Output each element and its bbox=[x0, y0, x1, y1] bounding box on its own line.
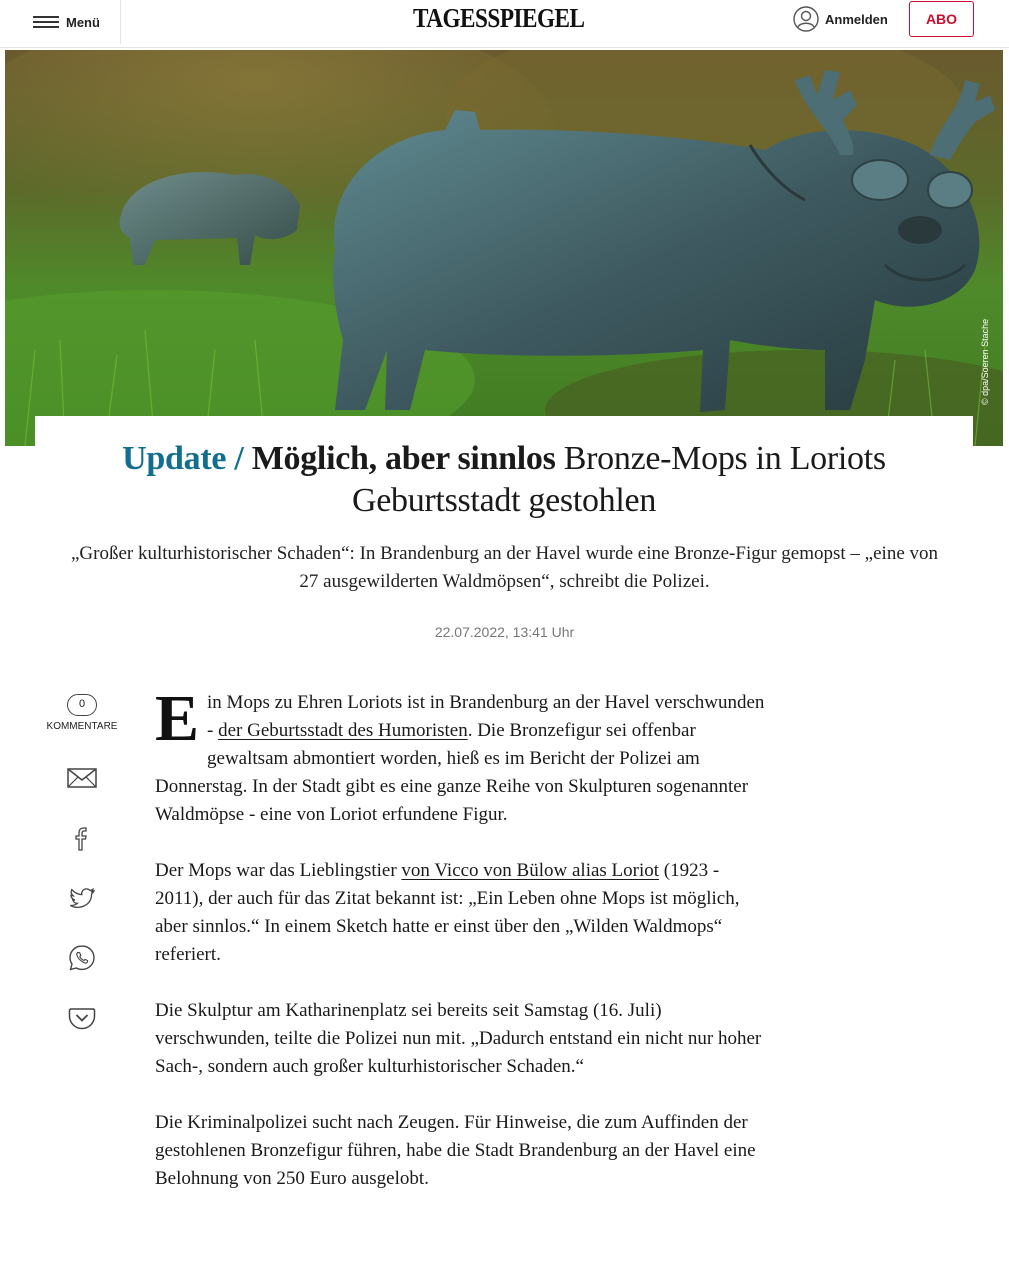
site-logo[interactable]: TAGESSPIEGEL bbox=[413, 3, 585, 33]
hero-image bbox=[5, 50, 1003, 446]
hamburger-icon bbox=[33, 16, 59, 28]
paragraph-4: Die Kriminalpolizei sucht nach Zeugen. Für Hinweise, die zum Auffinden der gestohlenen Bronzefigur führen, habe die Stadt Brandenburg an der Havel eine Belohnung von 250 Euro ausgelobt. bbox=[155, 1112, 756, 1189]
title-card bbox=[35, 416, 973, 526]
pocket-icon[interactable] bbox=[66, 1002, 98, 1034]
article-teaser: „Großer kulturhistorischer Schaden“: In Brandenburg an der Havel wurde eine Bronze-Figur gemopst – „eine von 27 ausgewilderten Waldmöpsen“, schreibt die Polizei. bbox=[70, 543, 939, 592]
p1-text-b: . Die Bronzefigur sei offenbar gewaltsam abmontiert worden, hieß es im Bericht der Polizei am Donnerstag. In der Stadt gibt es eine ganze Reihe von Skulpturen sogenannter Waldmöpse - eine von Loriot erfundene Figur. bbox=[155, 720, 749, 825]
p2-text-a: Der Mops war das Lieblingstier bbox=[155, 860, 402, 881]
paragraph-3: Die Skulptur am Katharinenplatz sei bereits seit Samstag (16. Juli) verschwunden, teilte die Polizei nun mit. „Dadurch entstand ein nicht nur hoher Sach-, sondern auch großer kulturhistorischer Schaden.“ bbox=[155, 1000, 762, 1077]
dropcap: E bbox=[155, 682, 200, 755]
comment-label: KOMMENTARE bbox=[46, 721, 118, 732]
p2-text-b: (1923 - 2011), der auch für das Zitat bekannt ist: „Ein Leben ohne Mops ist möglich, aber sinnlos.“ In einem Sketch hatte er einst über den „Wilden Waldmops“ referiert. bbox=[155, 860, 740, 965]
menu-label: Menü bbox=[66, 14, 100, 30]
p1-text-a: in Mops zu Ehren Loriots ist in Brandenburg an der Havel verschwunden - bbox=[207, 692, 765, 741]
comment-bubble-icon bbox=[67, 694, 97, 716]
paragraph-1 bbox=[155, 682, 765, 829]
article-body bbox=[155, 682, 765, 1221]
headline-kicker: Update bbox=[122, 440, 227, 477]
menu-button[interactable] bbox=[0, 0, 121, 44]
comments-button[interactable] bbox=[44, 694, 120, 732]
paragraph-2 bbox=[155, 857, 765, 969]
headline-separator: / bbox=[234, 440, 244, 477]
abo-button[interactable]: ABO bbox=[909, 1, 974, 37]
mail-icon[interactable] bbox=[66, 762, 98, 794]
headline-strong: Möglich, aber sinnlos bbox=[251, 440, 556, 477]
login-label: Anmelden bbox=[825, 11, 888, 27]
twitter-icon[interactable] bbox=[66, 882, 98, 914]
loriot-link[interactable]: von Vicco von Bülow alias Loriot bbox=[401, 860, 660, 881]
bronze-pug-photo bbox=[5, 50, 1003, 446]
site-header bbox=[0, 0, 1009, 48]
facebook-icon[interactable] bbox=[66, 822, 98, 854]
headline-rest: Bronze-Mops in Loriots Geburtsstadt gestohlen bbox=[351, 440, 886, 519]
article-date: 22.07.2022, 13:41 Uhr bbox=[434, 624, 575, 640]
birthplace-link[interactable]: der Geburtsstadt des Humoristen bbox=[218, 720, 468, 741]
comment-count: 0 bbox=[78, 698, 86, 710]
whatsapp-icon[interactable] bbox=[66, 942, 98, 974]
article-headline bbox=[35, 438, 973, 522]
login-button[interactable] bbox=[793, 6, 888, 32]
photo-credit: © dpa/Soeren Stache bbox=[980, 318, 990, 405]
user-icon bbox=[793, 6, 819, 32]
